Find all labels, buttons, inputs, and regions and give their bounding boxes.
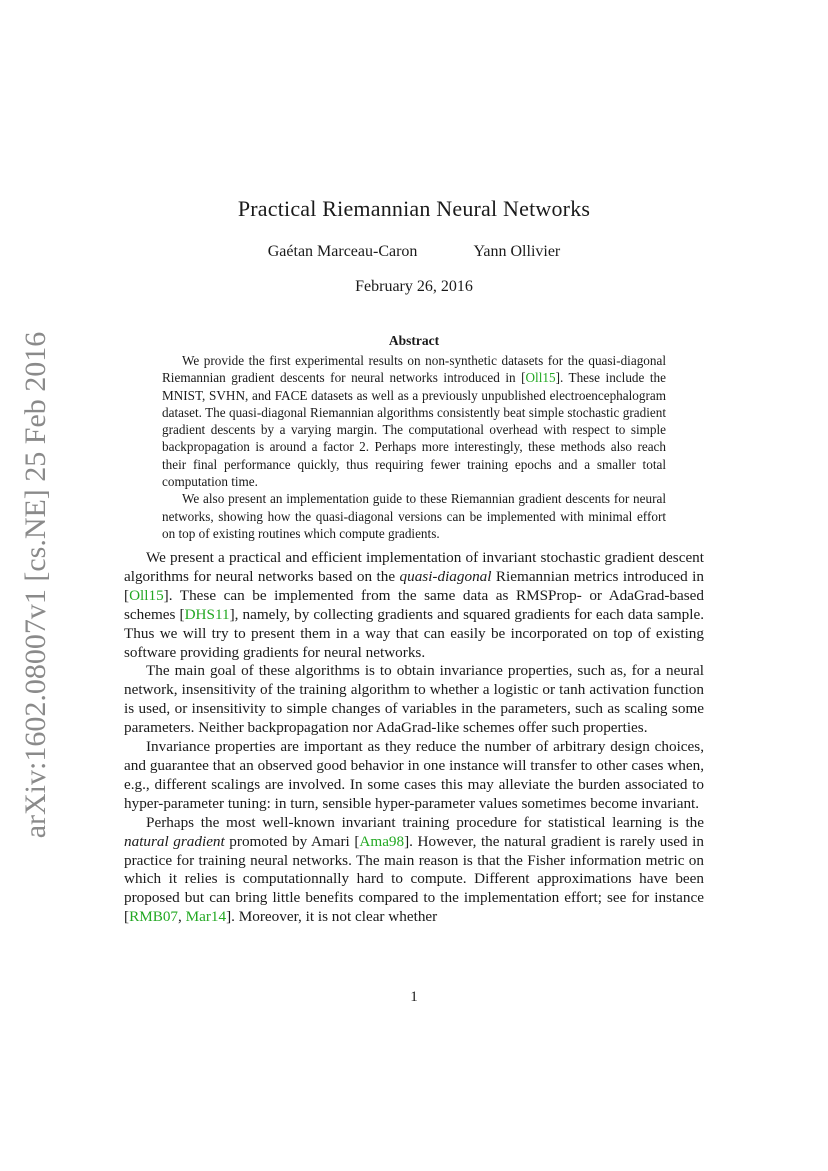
body-paragraph: Perhaps the most well-known invariant training procedure for statistical learning is the natural gradient promoted by Amari [Ama98]. However, the natural gradient is rarely used in practice for training neural networks. The main reason is that the Fisher information metric on which it relies is computationnally hard to compute. Different approximations have been proposed but can bring little benefits compared to the implementation effort; see for instance [RMB07, Mar14]. Moreover, it is not clear whether (124, 813, 704, 926)
author-name: Yann Ollivier (473, 243, 561, 260)
body-paragraph: The main goal of these algorithms is to obtain invariance properties, such as, for a neural network, insensitivity of the training algorithm to whether a logistic or tanh activation function is used, or insensitivity to simple changes of variables in the parameters, such as scaling some parameters. Neither backpropagation nor AdaGrad-like schemes offer such properties. (124, 662, 704, 737)
main-text (124, 549, 704, 927)
citation-link[interactable]: RMB07 (129, 908, 179, 926)
author-list (0, 243, 828, 261)
author-name: Gaétan Marceau-Caron (267, 243, 418, 260)
page-number: 1 (410, 989, 418, 1005)
abstract-body (162, 352, 666, 542)
emphasis: natural gradient (124, 832, 225, 850)
paper-title: Practical Riemannian Neural Networks (237, 196, 591, 221)
citation-link[interactable]: Oll15 (129, 586, 164, 604)
citation-link[interactable]: DHS11 (184, 605, 230, 623)
emphasis: quasi-diagonal (399, 567, 492, 585)
paper-date: February 26, 2016 (355, 278, 473, 295)
citation-link[interactable]: Oll15 (525, 370, 556, 386)
citation-link[interactable]: Ama98 (359, 832, 405, 850)
abstract-paragraph: We provide the first experimental results on non-synthetic datasets for the quasi-diagonal Riemannian gradient descents for neural networks introduced in [Oll15]. These include the MNIST, SVHN, and FACE datasets as well as a previously unpublished electroencephalogram dataset. The quasi-diagonal Riemannian algorithms consistently beat simple stochastic gradient gradient descents by a varying margin. The computational overhead with respect to simple backpropagation is around a factor 2. Perhaps more interestingly, these methods also reach their final performance quickly, thus requiring fewer training epochs and a smaller total computation time. (162, 353, 666, 490)
abstract-heading: Abstract (388, 333, 440, 348)
arxiv-margin-stamp: arXiv:1602.08007v1 [cs.NE] 25 Feb 2016 (19, 331, 52, 839)
body-paragraph: We present a practical and efficient implementation of invariant stochastic gradient descent algorithms for neural networks based on the quasi-diagonal Riemannian metrics introduced in [Oll15]. These can be implemented from the same data as RMSProp- or AdaGrad-based schemes [DHS11], namely, by collecting gradients and squared gradients for each data sample. Thus we will try to present them in a way that can easily be incorporated on top of existing software providing gradients for neural networks. (124, 549, 704, 661)
body-paragraph: Invariance properties are important as they reduce the number of arbitrary design choices, and guarantee that an observed good behavior in one instance will transfer to other cases when, e.g., different scalings are involved. In some cases this may alleviate the burden associated to hyper-parameter tuning: in turn, sensible hyper-parameter values sometimes become invariant. (124, 738, 704, 812)
citation-link[interactable]: Mar14 (185, 908, 227, 926)
abstract-paragraph: We also present an implementation guide to these Riemannian gradient descents for neural networks, showing how the quasi-diagonal versions can be implemented with minimal effort on top of existing routines which compute gradients. (162, 491, 666, 541)
